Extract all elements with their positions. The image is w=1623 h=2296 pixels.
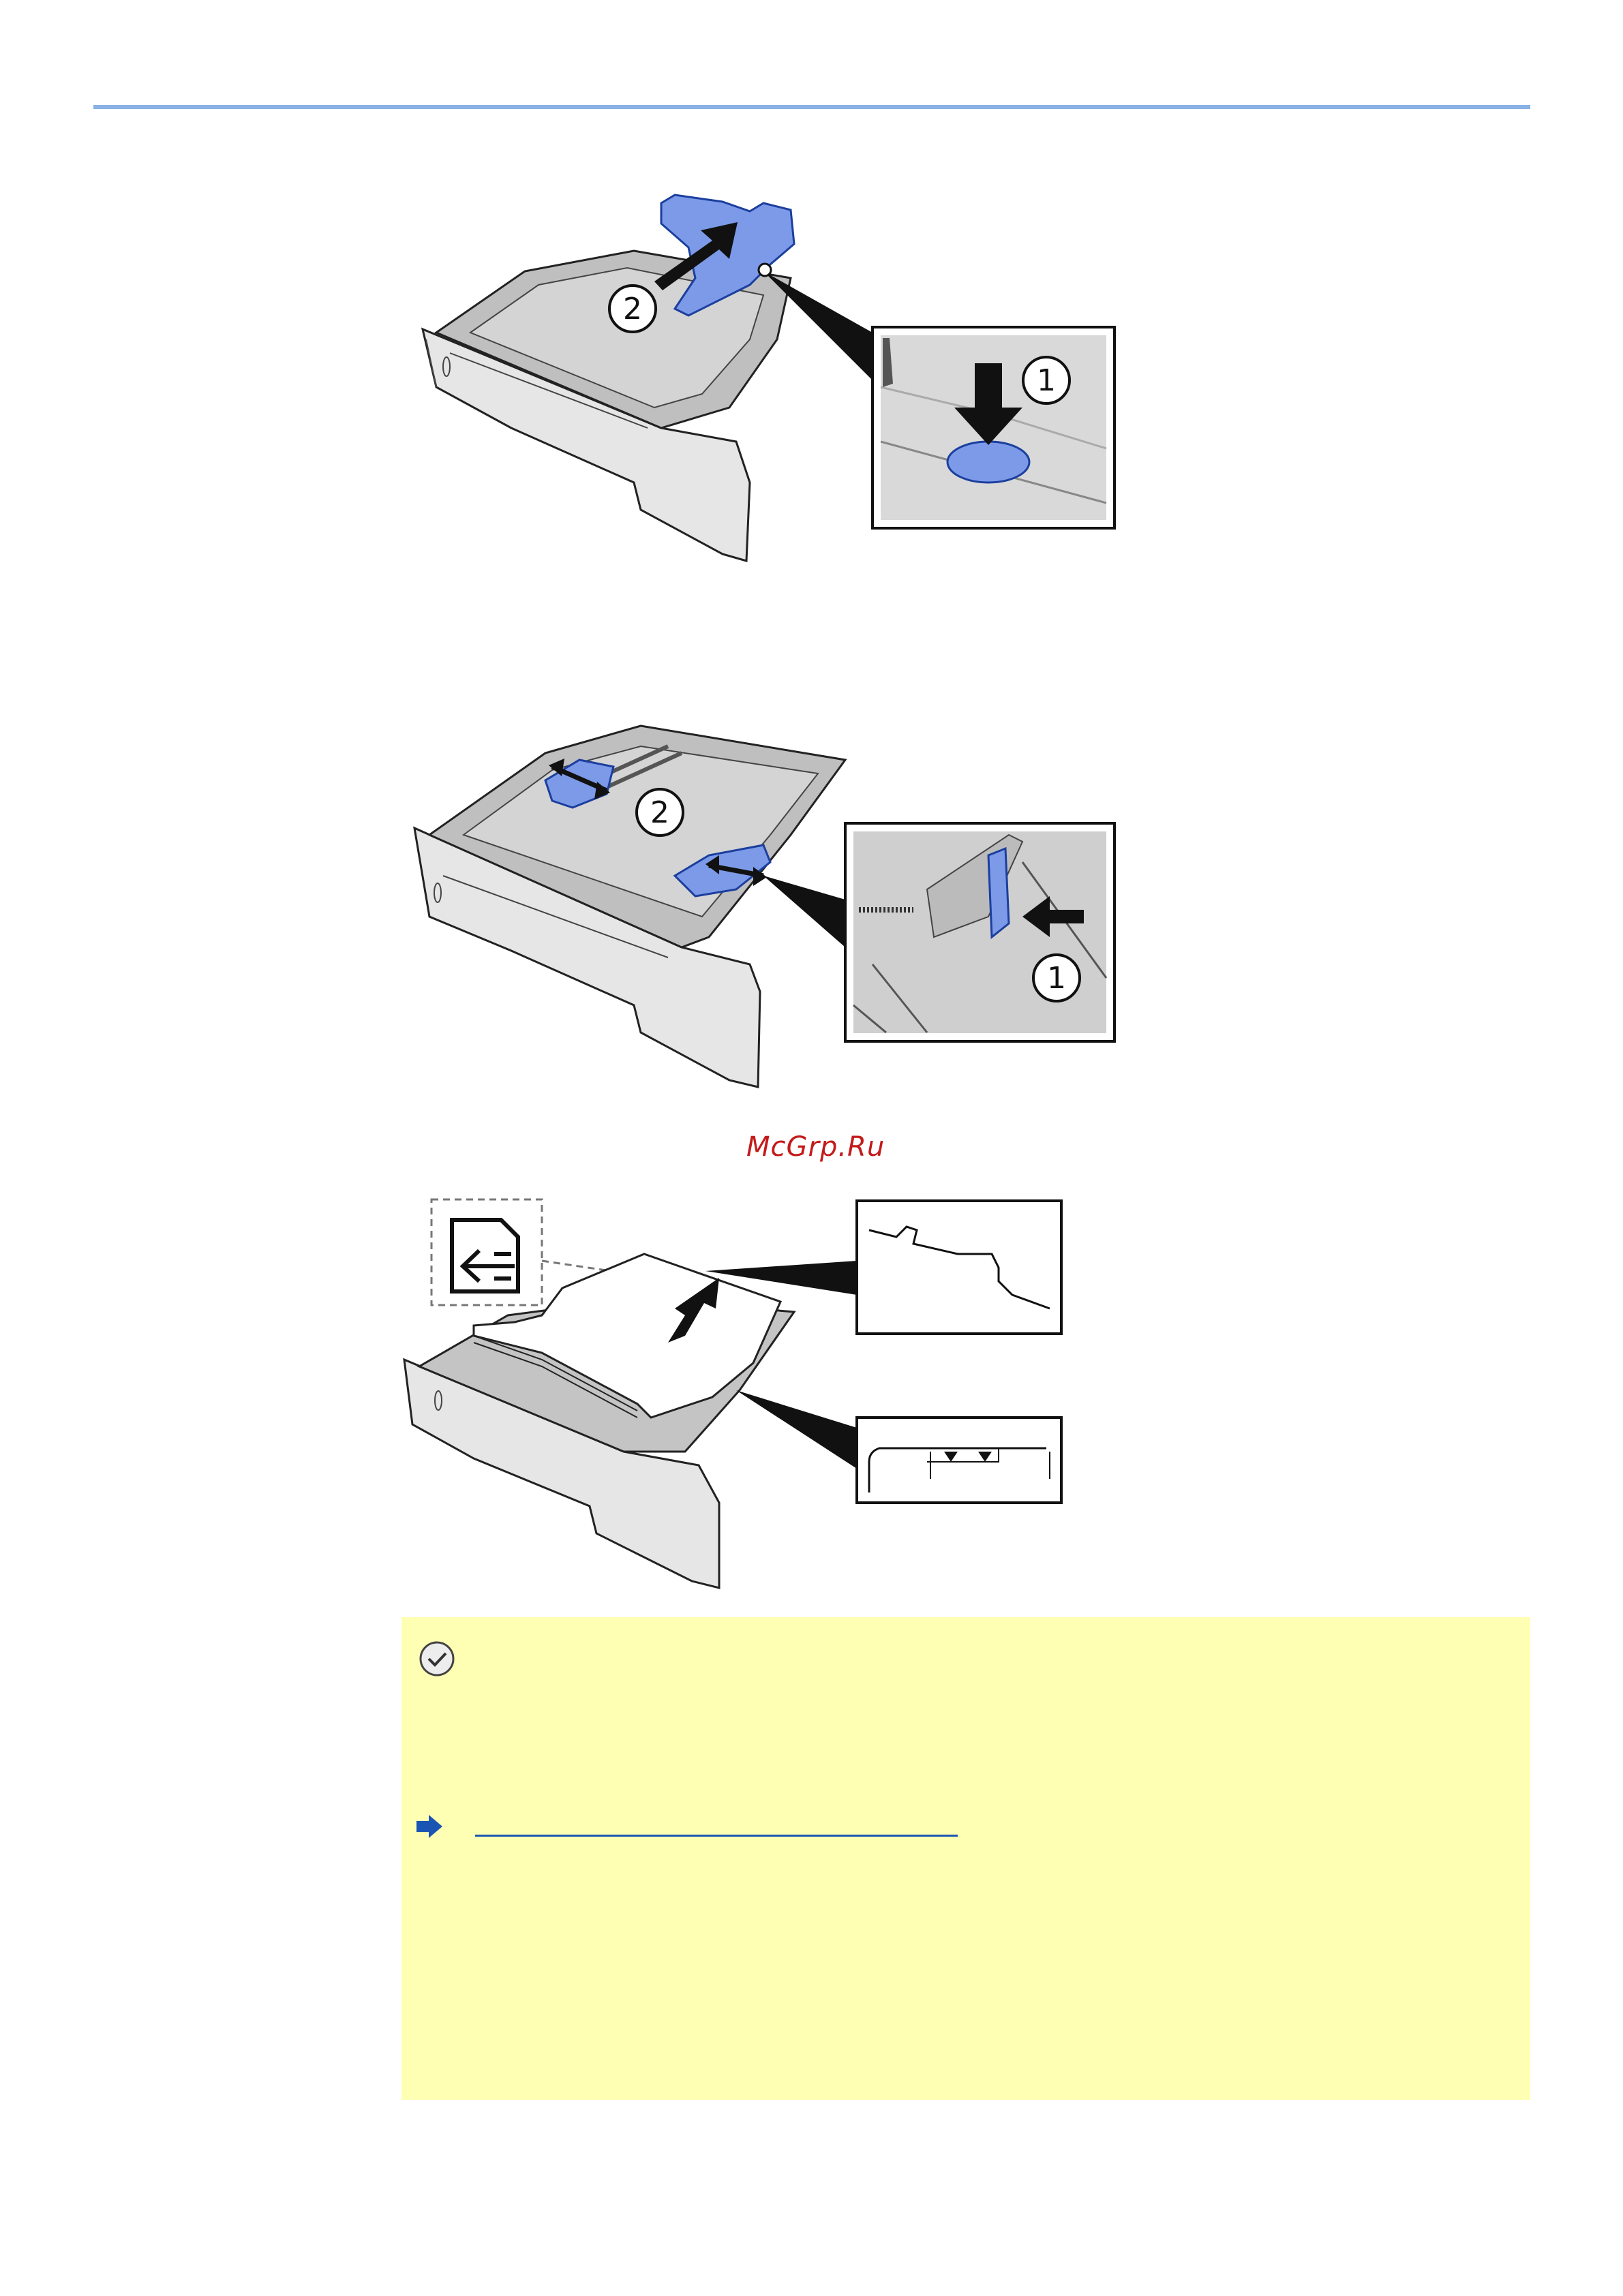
figure-tray-release	[409, 183, 1118, 571]
step-number-2: 2	[623, 292, 642, 326]
check-circle-icon	[418, 1640, 456, 1678]
watermark: McGrp.Ru	[746, 1131, 885, 1163]
figure-width-guides	[409, 692, 1118, 1094]
header-rule	[93, 105, 1530, 109]
arrow-right-icon	[415, 1813, 445, 1840]
step-number-1: 1	[1037, 363, 1056, 398]
figure-load-paper	[399, 1193, 1135, 1595]
step-number-2: 2	[650, 795, 669, 830]
note-box	[401, 1617, 1530, 2100]
step-number-1: 1	[1047, 961, 1066, 996]
link-underline[interactable]	[475, 1835, 958, 1837]
